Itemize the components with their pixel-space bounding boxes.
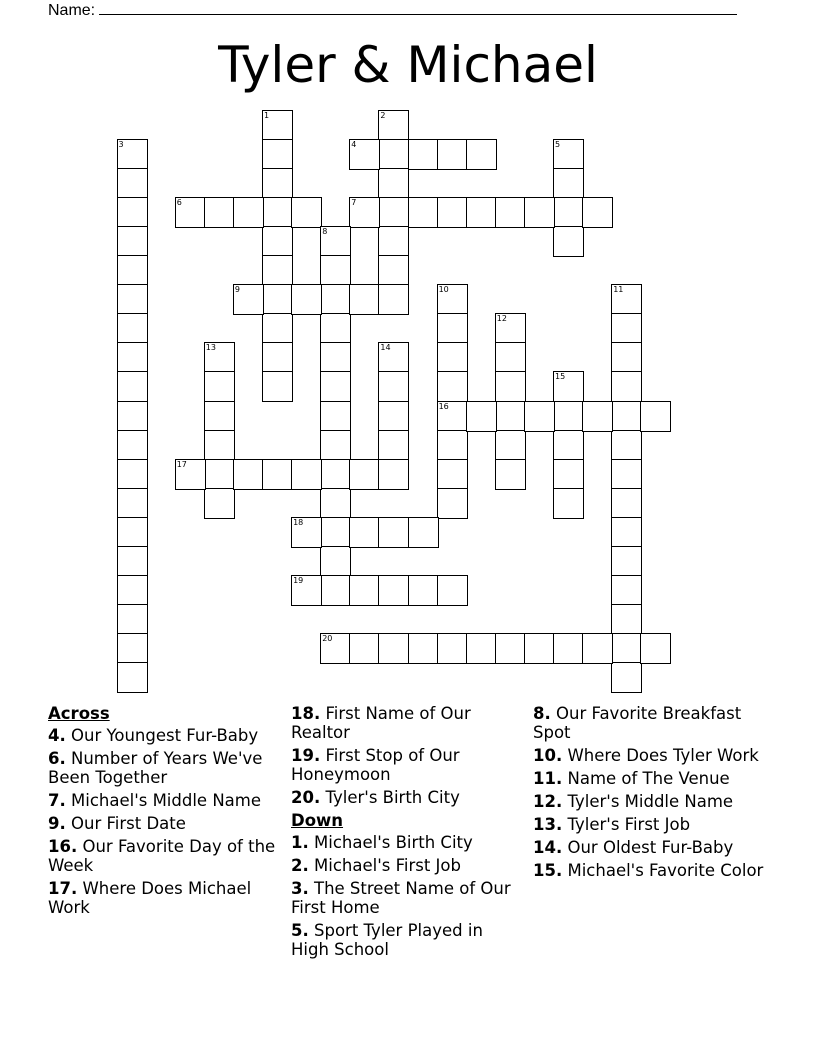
grid-cell[interactable] xyxy=(320,371,351,402)
grid-cell[interactable] xyxy=(437,459,468,490)
grid-cell[interactable] xyxy=(117,255,148,286)
puzzle-title: Tyler & Michael xyxy=(218,36,598,94)
grid-cell[interactable] xyxy=(117,662,148,693)
grid-cell[interactable] xyxy=(611,604,642,635)
cell-number: 3 xyxy=(118,139,124,149)
clue-across-18: 18. First Name of Our Realtor xyxy=(291,704,471,742)
grid-cell[interactable] xyxy=(553,371,584,402)
grid-cell[interactable] xyxy=(262,255,293,286)
grid-cell[interactable] xyxy=(320,633,351,664)
grid-cell[interactable] xyxy=(378,459,409,490)
grid-cell[interactable] xyxy=(117,546,148,577)
grid-cell[interactable] xyxy=(349,284,380,315)
grid-cell[interactable] xyxy=(611,371,642,402)
grid-cell[interactable] xyxy=(291,575,322,606)
grid-cell[interactable] xyxy=(611,401,642,432)
grid-cell[interactable] xyxy=(408,575,439,606)
cell-number: 11 xyxy=(613,285,624,295)
grid-cell[interactable] xyxy=(378,110,409,141)
grid-cell[interactable] xyxy=(378,575,409,606)
grid-cell[interactable] xyxy=(378,284,409,315)
grid-cell[interactable] xyxy=(320,284,351,315)
grid-cell[interactable] xyxy=(553,633,584,664)
clue-across-4: 4. Our Youngest Fur-Baby xyxy=(48,726,259,745)
grid-cell[interactable] xyxy=(117,401,148,432)
grid-cell[interactable] xyxy=(320,488,351,519)
grid-cell[interactable] xyxy=(378,371,409,402)
grid-cell[interactable] xyxy=(495,459,526,490)
grid-cell[interactable] xyxy=(262,226,293,257)
clue-across-9: 9. Our First Date xyxy=(48,814,186,833)
grid-cell[interactable] xyxy=(262,168,293,199)
grid-cell[interactable] xyxy=(553,168,584,199)
cell-number: 7 xyxy=(351,197,357,207)
grid-cell[interactable] xyxy=(553,459,584,490)
clue-across-19: 19. First Stop of Our Honeymoon xyxy=(291,746,460,784)
grid-cell[interactable] xyxy=(262,371,293,402)
grid-cell[interactable] xyxy=(408,517,439,548)
cell-number: 17 xyxy=(176,459,187,469)
grid-cell[interactable] xyxy=(204,488,235,519)
grid-cell[interactable] xyxy=(437,633,468,664)
across-heading: Across xyxy=(48,704,110,723)
grid-cell[interactable] xyxy=(437,197,468,228)
grid-cell[interactable] xyxy=(378,255,409,286)
grid-cell[interactable] xyxy=(262,313,293,344)
cell-number: 5 xyxy=(555,139,561,149)
clue-down-13: 13. Tyler's First Job xyxy=(533,815,691,834)
grid-cell[interactable] xyxy=(262,284,293,315)
grid-cell[interactable] xyxy=(117,342,148,373)
grid-cell[interactable] xyxy=(204,430,235,461)
clue-down-8: 8. Our Favorite Breakfast Spot xyxy=(533,704,742,742)
grid-cell[interactable] xyxy=(378,226,409,257)
cell-number: 13 xyxy=(205,343,216,353)
grid-cell[interactable] xyxy=(437,284,468,315)
grid-cell[interactable] xyxy=(320,255,351,286)
grid-cell[interactable] xyxy=(408,139,439,170)
grid-cell[interactable] xyxy=(640,633,671,664)
grid-cell[interactable] xyxy=(262,139,293,170)
grid-cell[interactable] xyxy=(117,604,148,635)
cell-number: 8 xyxy=(322,226,328,236)
grid-cell[interactable] xyxy=(611,459,642,490)
grid-cell[interactable] xyxy=(349,459,380,490)
grid-cell[interactable] xyxy=(378,168,409,199)
grid-cell[interactable] xyxy=(262,197,293,228)
grid-cell[interactable] xyxy=(204,401,235,432)
grid-cell[interactable] xyxy=(233,459,264,490)
grid-cell[interactable] xyxy=(320,430,351,461)
grid-cell[interactable] xyxy=(495,401,526,432)
grid-cell[interactable] xyxy=(611,575,642,606)
grid-cell[interactable] xyxy=(611,342,642,373)
grid-cell[interactable] xyxy=(378,139,409,170)
clue-down-10: 10. Where Does Tyler Work xyxy=(533,746,759,765)
grid-cell[interactable] xyxy=(349,517,380,548)
grid-cell[interactable] xyxy=(117,488,148,519)
grid-cell[interactable] xyxy=(262,459,293,490)
grid-cell[interactable] xyxy=(437,488,468,519)
grid-cell[interactable] xyxy=(611,633,642,664)
grid-cell[interactable] xyxy=(437,139,468,170)
grid-cell[interactable] xyxy=(262,110,293,141)
grid-cell[interactable] xyxy=(437,401,468,432)
clues-column-3 xyxy=(533,704,773,884)
clue-down-2: 2. Michael's First Job xyxy=(291,856,461,875)
grid-cell[interactable] xyxy=(640,401,671,432)
grid-cell[interactable] xyxy=(320,459,351,490)
grid-cell[interactable] xyxy=(495,313,526,344)
cell-number: 6 xyxy=(176,197,182,207)
grid-cell[interactable] xyxy=(437,430,468,461)
cell-number: 19 xyxy=(293,576,304,586)
grid-cell[interactable] xyxy=(204,371,235,402)
clue-down-14: 14. Our Oldest Fur-Baby xyxy=(533,838,734,857)
grid-cell[interactable] xyxy=(378,633,409,664)
grid-cell[interactable] xyxy=(553,488,584,519)
grid-cell[interactable] xyxy=(437,342,468,373)
grid-cell[interactable] xyxy=(320,575,351,606)
clue-down-15: 15. Michael's Favorite Color xyxy=(533,861,764,880)
grid-cell[interactable] xyxy=(320,517,351,548)
grid-cell[interactable] xyxy=(117,139,148,170)
grid-cell[interactable] xyxy=(349,633,380,664)
cell-number: 18 xyxy=(293,517,304,527)
grid-cell[interactable] xyxy=(233,284,264,315)
grid-cell[interactable] xyxy=(611,488,642,519)
grid-cell[interactable] xyxy=(233,197,264,228)
clues-column-1 xyxy=(48,704,278,921)
grid-cell[interactable] xyxy=(466,139,497,170)
cell-number: 2 xyxy=(380,110,386,120)
grid-cell[interactable] xyxy=(262,342,293,373)
grid-cell[interactable] xyxy=(204,342,235,373)
grid-cell[interactable] xyxy=(611,430,642,461)
grid-cell[interactable] xyxy=(553,197,584,228)
grid-cell[interactable] xyxy=(582,197,613,228)
down-heading: Down xyxy=(291,811,344,830)
grid-cell[interactable] xyxy=(553,226,584,257)
grid-cell[interactable] xyxy=(117,517,148,548)
clue-down-12: 12. Tyler's Middle Name xyxy=(533,792,734,811)
clues-column-2 xyxy=(291,704,516,963)
clue-down-11: 11. Name of The Venue xyxy=(533,769,730,788)
clue-across-16: 16. Our Favorite Day of the Week xyxy=(48,837,276,875)
cell-number: 10 xyxy=(438,285,449,295)
grid-cell[interactable] xyxy=(437,313,468,344)
grid-cell[interactable] xyxy=(320,313,351,344)
cell-number: 15 xyxy=(555,372,566,382)
grid-cell[interactable] xyxy=(553,139,584,170)
clue-across-17: 17. Where Does Michael Work xyxy=(48,879,252,917)
grid-cell[interactable] xyxy=(117,459,148,490)
grid-cell[interactable] xyxy=(495,633,526,664)
grid-cell[interactable] xyxy=(117,197,148,228)
grid-cell[interactable] xyxy=(291,517,322,548)
grid-cell[interactable] xyxy=(204,459,235,490)
grid-cell[interactable] xyxy=(495,430,526,461)
grid-cell[interactable] xyxy=(117,633,148,664)
grid-cell[interactable] xyxy=(378,517,409,548)
clue-across-6: 6. Number of Years We've Been Together xyxy=(48,749,263,787)
grid-cell[interactable] xyxy=(553,430,584,461)
clue-down-1: 1. Michael's Birth City xyxy=(291,833,473,852)
grid-cell[interactable] xyxy=(291,459,322,490)
grid-cell[interactable] xyxy=(611,546,642,577)
grid-cell[interactable] xyxy=(611,284,642,315)
grid-cell[interactable] xyxy=(117,575,148,606)
grid-cell[interactable] xyxy=(408,197,439,228)
grid-cell[interactable] xyxy=(320,546,351,577)
grid-cell[interactable] xyxy=(466,401,497,432)
grid-cell[interactable] xyxy=(611,517,642,548)
grid-cell[interactable] xyxy=(320,342,351,373)
grid-cell[interactable] xyxy=(437,575,468,606)
grid-cell[interactable] xyxy=(408,633,439,664)
grid-cell[interactable] xyxy=(524,401,555,432)
grid-cell[interactable] xyxy=(378,430,409,461)
cell-number: 20 xyxy=(322,634,333,644)
grid-cell[interactable] xyxy=(553,401,584,432)
grid-cell[interactable] xyxy=(582,633,613,664)
cell-number: 14 xyxy=(380,343,391,353)
grid-cell[interactable] xyxy=(320,401,351,432)
grid-cell[interactable] xyxy=(378,342,409,373)
grid-cell[interactable] xyxy=(495,342,526,373)
grid-cell[interactable] xyxy=(495,197,526,228)
grid-cell[interactable] xyxy=(117,284,148,315)
clue-down-5: 5. Sport Tyler Played in High School xyxy=(291,921,483,959)
grid-cell[interactable] xyxy=(466,633,497,664)
cell-number: 16 xyxy=(438,401,449,411)
name-label: Name: xyxy=(48,2,96,19)
grid-cell[interactable] xyxy=(495,371,526,402)
grid-cell[interactable] xyxy=(466,197,497,228)
cell-number: 9 xyxy=(234,285,240,295)
grid-cell[interactable] xyxy=(320,226,351,257)
grid-cell[interactable] xyxy=(611,662,642,693)
grid-cell[interactable] xyxy=(117,313,148,344)
grid-cell[interactable] xyxy=(291,197,322,228)
grid-cell[interactable] xyxy=(582,401,613,432)
grid-cell[interactable] xyxy=(117,226,148,257)
cell-number: 4 xyxy=(351,139,357,149)
clue-across-7: 7. Michael's Middle Name xyxy=(48,791,261,810)
cell-number: 1 xyxy=(264,110,270,120)
clue-across-20: 20. Tyler's Birth City xyxy=(291,788,460,807)
grid-cell[interactable] xyxy=(175,459,206,490)
grid-cell[interactable] xyxy=(611,313,642,344)
grid-cell[interactable] xyxy=(349,575,380,606)
grid-cell[interactable] xyxy=(378,197,409,228)
grid-cell[interactable] xyxy=(437,371,468,402)
grid-cell[interactable] xyxy=(175,197,206,228)
grid-cell[interactable] xyxy=(117,168,148,199)
grid-cell[interactable] xyxy=(524,197,555,228)
grid-cell[interactable] xyxy=(349,139,380,170)
grid-cell[interactable] xyxy=(204,197,235,228)
clue-down-3: 3. The Street Name of Our First Home xyxy=(291,879,511,917)
grid-cell[interactable] xyxy=(117,371,148,402)
grid-cell[interactable] xyxy=(117,430,148,461)
grid-cell[interactable] xyxy=(378,401,409,432)
grid-cell[interactable] xyxy=(524,633,555,664)
cell-number: 12 xyxy=(496,314,507,324)
grid-cell[interactable] xyxy=(349,197,380,228)
grid-cell[interactable] xyxy=(291,284,322,315)
